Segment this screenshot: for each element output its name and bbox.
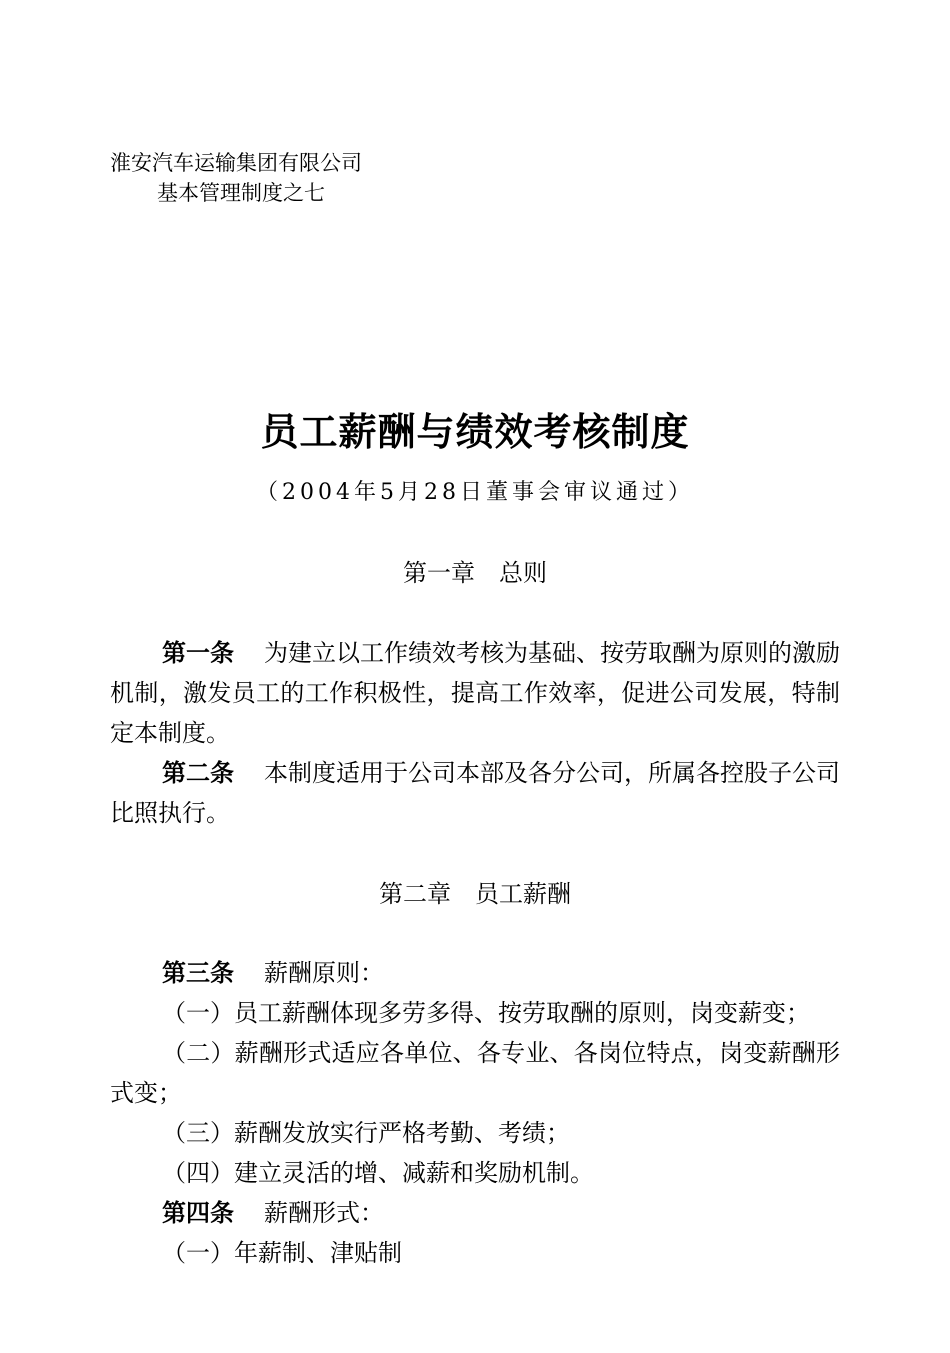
chapter-2-heading: 第二章 员工薪酬	[379, 880, 571, 908]
org-header	[110, 148, 362, 208]
regulation-series: 基本管理制度之七	[157, 181, 325, 205]
article-2-text: 本制度适用于公司本部及各分公司，所属各控股子公司比照执行。	[110, 759, 840, 827]
article-3-label: 第三条	[162, 959, 234, 987]
article-2-label: 第二条	[162, 759, 234, 787]
document-title: 员工薪酬与绩效考核制度	[260, 409, 690, 454]
article-2	[110, 753, 840, 833]
article-4-label: 第四条	[162, 1199, 234, 1227]
org-name: 淮安汽车运输集团有限公司	[110, 151, 362, 175]
article-1-label: 第一条	[162, 639, 234, 667]
article-3-item-1: （一）员工薪酬体现多劳多得、按劳取酬的原则，岗变薪变；	[162, 999, 810, 1027]
document-subtitle: （2004年5月28日董事会审议通过）	[256, 480, 694, 505]
article-3-item-2: （二）薪酬形式适应各单位、各专业、各岗位特点，岗变薪酬形式变；	[110, 1039, 840, 1107]
article-4-item-1: （一）年薪制、津贴制	[162, 1239, 402, 1267]
article-3-item-3: （三）薪酬发放实行严格考勤、考绩；	[162, 1119, 570, 1147]
article-1-text: 为建立以工作绩效考核为基础、按劳取酬为原则的激励机制，激发员工的工作积极性，提高工作效率，促进公司发展，特制定本制度。	[110, 639, 840, 747]
article-4-text: 薪酬形式：	[264, 1199, 384, 1227]
article-3-text: 薪酬原则：	[264, 959, 384, 987]
article-4	[110, 1193, 840, 1233]
article-3-item-4: （四）建立灵活的增、减薪和奖励机制。	[162, 1159, 594, 1187]
chapter-1-body	[110, 633, 840, 833]
chapter-2-body	[110, 953, 840, 1273]
chapter-1-heading: 第一章 总则	[403, 559, 547, 587]
article-3	[110, 953, 840, 993]
article-1	[110, 633, 840, 753]
